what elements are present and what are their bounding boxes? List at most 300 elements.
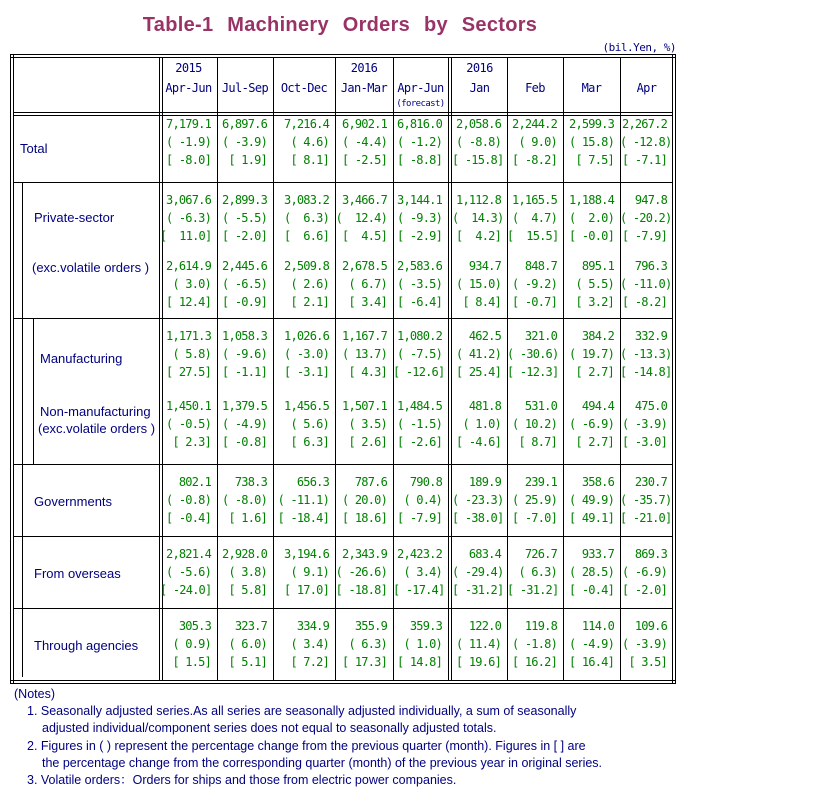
cell-value: 3,144.1 [397,193,442,207]
cell-yoy: [ 6.3] [290,435,329,449]
cell-value: 1,171.3 [166,329,211,343]
cell-yoy: [ -0.9] [222,295,267,309]
column-period: Feb [525,81,545,95]
column-header [160,58,217,98]
row-label-sub: (exc.volatile orders ) [38,421,156,436]
data-cell [452,545,504,599]
data-cell [452,257,501,311]
cell-value: 6,902.1 [342,117,387,131]
cell-value: 481.8 [468,399,501,413]
cell-qoq: ( 25.9) [512,493,557,507]
cell-yoy: [ 6.6] [284,229,329,243]
cell-value: 1,026.6 [284,329,329,343]
row-label-text: (exc.volatile orders ) [32,260,150,275]
cell-value: 2,678.5 [342,259,387,273]
data-cell [563,617,614,671]
cell-yoy: [ 19.6] [456,655,501,669]
data-cell [563,327,614,381]
cell-yoy: [ 7.5] [575,153,614,167]
cell-yoy: [ 8.1] [290,153,329,167]
row-label-text: Total [20,141,48,156]
column-year [393,58,448,78]
indent-line-private [22,182,23,677]
data-cell [273,257,329,311]
notes [14,686,654,789]
note-1: 1. Seasonally adjusted series.As all series are seasonally adjusted individually, a sum of seasonally [27,704,577,719]
cell-value: 334.9 [296,619,329,633]
cell-qoq: ( -6.9) [622,565,667,579]
cell-qoq: ( -3.5) [397,277,442,291]
cell-value: 531.0 [524,399,557,413]
column-header [507,58,563,98]
column-period: Mar [581,81,602,95]
column-header [563,58,620,98]
cell-qoq: ( -30.6) [507,347,559,361]
cell-value: 947.8 [634,193,667,207]
cell-value: 3,067.6 [166,193,211,207]
cell-qoq: ( -6.3) [166,211,211,225]
data-cell [217,115,267,169]
cell-yoy: [ -2.0] [222,229,267,243]
cell-yoy: [ 11.0] [160,229,212,243]
cell-qoq: ( 20.0) [342,493,387,507]
cell-yoy: [ -21.0] [620,511,672,525]
cell-value: 848.7 [524,259,557,273]
cell-value: 934.7 [468,259,501,273]
data-cell [217,327,267,381]
table-border-left [13,54,14,684]
column-year [507,58,563,78]
cell-yoy: [ 5.8] [228,583,267,597]
cell-value: 1,484.5 [397,399,442,413]
cell-yoy: [ -38.0] [452,511,504,525]
data-cell [217,473,267,527]
cell-yoy: [ 17.3] [342,655,387,669]
data-cell [273,545,329,599]
data-cell [507,473,557,527]
row-label-text: From overseas [34,566,121,581]
data-cell [335,545,387,599]
cell-value: 1,507.1 [342,399,387,413]
cell-qoq: ( -5.6) [166,565,211,579]
column-period: Apr-Jun [397,81,444,95]
cell-value: 2,821.4 [166,547,211,561]
row-label [32,259,149,276]
column-header [273,58,335,98]
cell-yoy: [ 17.0] [284,583,329,597]
column-period: Oct-Dec [280,81,328,95]
cell-qoq: ( 3.8) [228,565,267,579]
cell-yoy: [ -14.8] [620,365,672,379]
column-year [620,58,673,78]
cell-value: 1,450.1 [166,399,211,413]
cell-value: 933.7 [581,547,614,561]
cell-yoy: [ -31.2] [452,583,504,597]
cell-value: 1,058.3 [222,329,267,343]
cell-yoy: [ 7.2] [290,655,329,669]
cell-yoy: [ 1.5] [172,655,211,669]
column-header [335,58,393,98]
cell-value: 2,267.2 [622,117,667,131]
cell-value: 6,816.0 [397,117,442,131]
data-cell [452,473,504,527]
cell-qoq: ( 5.6) [290,417,329,431]
note-2-cont: the percentage change from the corresponding quarter (month) of the previous year in original series. [42,755,603,770]
cell-yoy: [ -6.4] [397,295,442,309]
cell-qoq: ( 13.7) [342,347,387,361]
data-cell [452,397,501,451]
cell-yoy: [ -2.0] [622,583,667,597]
cell-qoq: ( 0.9) [172,637,211,651]
cell-qoq: ( -1.8) [512,637,557,651]
data-cell [507,617,557,671]
column-period: Apr [636,81,657,95]
cell-yoy: [ 12.4] [166,295,211,309]
data-cell [217,397,267,451]
column-year: 2016 [466,61,493,75]
data-cell [620,257,672,311]
data-cell [160,473,211,527]
cell-qoq: ( -11.0) [620,277,672,291]
cell-yoy: [ 4.5] [342,229,387,243]
column-year: 2016 [350,61,378,75]
cell-value: 323.7 [234,619,267,633]
data-cell [620,617,667,671]
cell-yoy: [ 25.4] [456,365,501,379]
cell-value: 462.5 [468,329,501,343]
data-cell [160,617,211,671]
row-label [20,140,47,157]
cell-yoy: [ 16.2] [512,655,557,669]
indent-line-manufacturing [33,318,34,464]
row-label [34,493,112,510]
cell-yoy: [ -7.1] [622,153,667,167]
cell-qoq: ( -13.3) [620,347,672,361]
column-note: (forecast) [396,99,445,109]
cell-qoq: ( -6.5) [222,277,267,291]
data-cell [620,191,672,245]
data-cell [393,545,445,599]
cell-qoq: ( -8.8) [456,135,501,149]
cell-value: 869.3 [634,547,667,561]
data-cell [393,257,442,311]
cell-qoq: ( -4.4) [342,135,387,149]
cell-value: 802.1 [178,475,211,489]
data-cell [273,191,329,245]
cell-qoq: ( 2.6) [290,277,329,291]
data-cell [452,191,504,245]
column-year [273,58,335,78]
column-period: Jul-Sep [221,81,269,95]
cell-qoq: ( -4.9) [569,637,614,651]
cell-qoq: ( -20.2) [620,211,672,225]
cell-yoy: [ -0.4] [166,511,211,525]
data-cell [393,327,445,381]
cell-yoy: [ 2.7] [575,365,614,379]
column-header [620,58,673,98]
data-cell [160,257,211,311]
cell-qoq: ( -5.5) [222,211,267,225]
table-border-left [10,54,11,684]
row-line [13,318,673,319]
cell-value: 332.9 [634,329,667,343]
data-cell [393,473,442,527]
cell-qoq: ( -8.0) [222,493,267,507]
cell-qoq: ( -9.6) [222,347,267,361]
cell-value: 1,188.4 [569,193,614,207]
cell-value: 726.7 [524,547,557,561]
cell-value: 359.3 [409,619,442,633]
cell-qoq: ( -9.3) [397,211,442,225]
cell-qoq: ( -26.6) [335,565,387,579]
cell-value: 738.3 [234,475,267,489]
data-cell [393,191,442,245]
row-line [13,464,673,465]
cell-yoy: [ -2.9] [397,229,442,243]
row-label-text: Private-sector [34,210,115,225]
cell-yoy: [ -0.4] [569,583,614,597]
table-border-top [10,54,676,55]
cell-yoy: [ 18.6] [342,511,387,525]
data-cell [620,327,672,381]
data-cell [507,257,557,311]
cell-qoq: ( -3.9) [222,135,267,149]
cell-qoq: ( 5.8) [172,347,211,361]
cell-qoq: ( -1.9) [166,135,211,149]
data-cell [335,115,387,169]
period-divider [448,57,449,681]
cell-yoy: [ 16.4] [569,655,614,669]
cell-yoy: [ -2.5] [342,153,387,167]
row-label [34,637,138,654]
cell-value: 683.4 [468,547,501,561]
table-border-right [675,54,676,684]
cell-value: 895.1 [581,259,614,273]
data-cell [273,473,329,527]
row-label [34,209,114,226]
data-cell [452,617,501,671]
data-cell [563,115,614,169]
cell-yoy: [ -7.9] [397,511,442,525]
cell-yoy: [ -18.8] [335,583,387,597]
cell-yoy: [ 4.3] [348,365,387,379]
row-label-text: Non-manufacturing [40,404,151,419]
cell-qoq: ( 49.9) [569,493,614,507]
cell-yoy: [ -31.2] [507,583,559,597]
table-border-bottom [10,680,676,681]
data-cell [620,545,667,599]
cell-value: 305.3 [178,619,211,633]
cell-value: 790.8 [409,475,442,489]
cell-yoy: [ 2.3] [172,435,211,449]
cell-yoy: [ -3.0] [622,435,667,449]
cell-yoy: [ -8.2] [512,153,557,167]
cell-qoq: ( 28.5) [569,565,614,579]
data-cell [160,397,211,451]
cell-value: 1,080.2 [397,329,442,343]
data-cell [393,115,442,169]
data-cell [507,115,557,169]
cell-value: 7,216.4 [284,117,329,131]
cell-qoq: ( 11.4) [456,637,501,651]
cell-value: 384.2 [581,329,614,343]
cell-value: 3,194.6 [284,547,329,561]
cell-yoy: [ -0.7] [512,295,557,309]
data-cell [393,397,442,451]
cell-yoy: [ -2.6] [397,435,442,449]
cell-qoq: ( 6.3) [284,211,329,225]
row-label [40,403,155,437]
cell-yoy: [ 3.4] [348,295,387,309]
data-cell [217,257,267,311]
cell-qoq: ( 14.3) [452,211,504,225]
note-2: 2. Figures in ( ) represent the percentage change from the previous quarter (month). Figures in [ ] are [27,738,586,753]
cell-qoq: ( 19.7) [569,347,614,361]
cell-value: 3,083.2 [284,193,329,207]
cell-yoy: [ -12.3] [507,365,559,379]
cell-qoq: ( 3.4) [403,565,442,579]
cell-qoq: ( 3.0) [172,277,211,291]
cell-value: 114.0 [581,619,614,633]
data-cell [335,617,387,671]
column-year [563,58,620,78]
cell-yoy: [ 2.6] [348,435,387,449]
cell-qoq: ( -3.9) [622,637,667,651]
cell-yoy: [ -15.8] [452,153,504,167]
data-cell [217,617,267,671]
row-label [40,350,122,367]
cell-value: 2,058.6 [456,117,501,131]
cell-value: 7,179.1 [166,117,211,131]
cell-yoy: [ -7.0] [512,511,557,525]
cell-value: 109.6 [634,619,667,633]
row-line [13,608,673,609]
cell-qoq: ( 41.2) [456,347,501,361]
data-cell [217,191,267,245]
page-title: Table-1 Machinery Orders by Sectors [142,14,538,36]
cell-qoq: ( 4.6) [290,135,329,149]
data-cell [393,617,442,671]
row-label [34,565,121,582]
cell-yoy: [ 27.5] [166,365,211,379]
data-cell [620,397,667,451]
data-cell [335,257,387,311]
cell-value: 796.3 [634,259,667,273]
column-year [217,58,273,78]
data-cell [273,397,329,451]
cell-qoq: ( 4.7) [512,211,557,225]
cell-qoq: ( 6.3) [518,565,557,579]
cell-value: 656.3 [296,475,329,489]
cell-value: 355.9 [354,619,387,633]
cell-qoq: ( -1.5) [397,417,442,431]
cell-value: 189.9 [468,475,501,489]
cell-qoq: ( -7.5) [397,347,442,361]
cell-yoy: [ 5.1] [228,655,267,669]
cell-qoq: ( 15.8) [569,135,614,149]
cell-value: 2,899.3 [222,193,267,207]
data-cell [507,545,557,599]
data-cell [563,397,614,451]
cell-qoq: ( 2.0) [569,211,614,225]
cell-qoq: ( -0.5) [166,417,211,431]
cell-yoy: [ -8.8] [397,153,442,167]
cell-value: 1,112.8 [456,193,501,207]
data-cell [507,397,557,451]
cell-yoy: [ 1.9] [228,153,267,167]
unit-label: (bil.Yen, %) [602,41,676,54]
cell-value: 3,466.7 [342,193,387,207]
cell-value: 494.4 [581,399,614,413]
cell-yoy: [ 49.1] [569,511,614,525]
cell-yoy: [ 2.1] [290,295,329,309]
cell-yoy: [ 2.7] [575,435,614,449]
cell-value: 321.0 [524,329,557,343]
cell-value: 2,423.2 [397,547,442,561]
data-cell [620,115,672,169]
cell-qoq: ( 3.5) [348,417,387,431]
cell-value: 2,343.9 [342,547,387,561]
data-cell [335,397,387,451]
data-cell [452,327,501,381]
data-cell [335,191,387,245]
cell-qoq: ( -3.9) [622,417,667,431]
cell-value: 230.7 [634,475,667,489]
cell-value: 2,928.0 [222,547,267,561]
row-line [13,182,673,183]
cell-qoq: ( 3.4) [290,637,329,651]
column-header [217,58,273,98]
cell-yoy: [ 3.2] [575,295,614,309]
cell-value: 2,244.2 [512,117,557,131]
column-year: 2015 [175,61,202,75]
cell-qoq: ( -35.7) [620,493,672,507]
cell-qoq: ( 0.4) [403,493,442,507]
cell-qoq: ( -11.1) [277,493,329,507]
header-divider [13,112,673,113]
cell-yoy: [ -1.1] [222,365,267,379]
data-cell [563,191,614,245]
cell-yoy: [ -0.8] [222,435,267,449]
cell-qoq: ( -1.2) [397,135,442,149]
cell-yoy: [ -4.6] [456,435,501,449]
data-cell [507,327,557,381]
cell-yoy: [ 4.2] [456,229,501,243]
row-label-text: Through agencies [34,638,139,653]
column-header [393,58,448,110]
data-cell [452,115,504,169]
column-header [452,58,507,98]
row-line [13,536,673,537]
cell-value: 239.1 [524,475,557,489]
cell-value: 122.0 [468,619,501,633]
data-cell [563,257,614,311]
note-1-cont: adjusted individual/component series does not equal to seasonally adjusted totals. [42,721,497,736]
cell-yoy: [ 15.5] [507,229,559,243]
cell-qoq: ( -29.4) [452,565,504,579]
row-label-text: Manufacturing [40,351,123,366]
cell-value: 2,583.6 [397,259,442,273]
cell-qoq: ( -23.3) [452,493,504,507]
cell-qoq: ( 9.0) [518,135,557,149]
cell-qoq: ( 1.0) [462,417,501,431]
data-cell [507,191,557,245]
data-cell [273,115,329,169]
cell-value: 2,509.8 [284,259,329,273]
cell-qoq: ( 6.0) [228,637,267,651]
cell-yoy: [ 1.6] [228,511,267,525]
cell-yoy: [ -17.4] [393,583,445,597]
